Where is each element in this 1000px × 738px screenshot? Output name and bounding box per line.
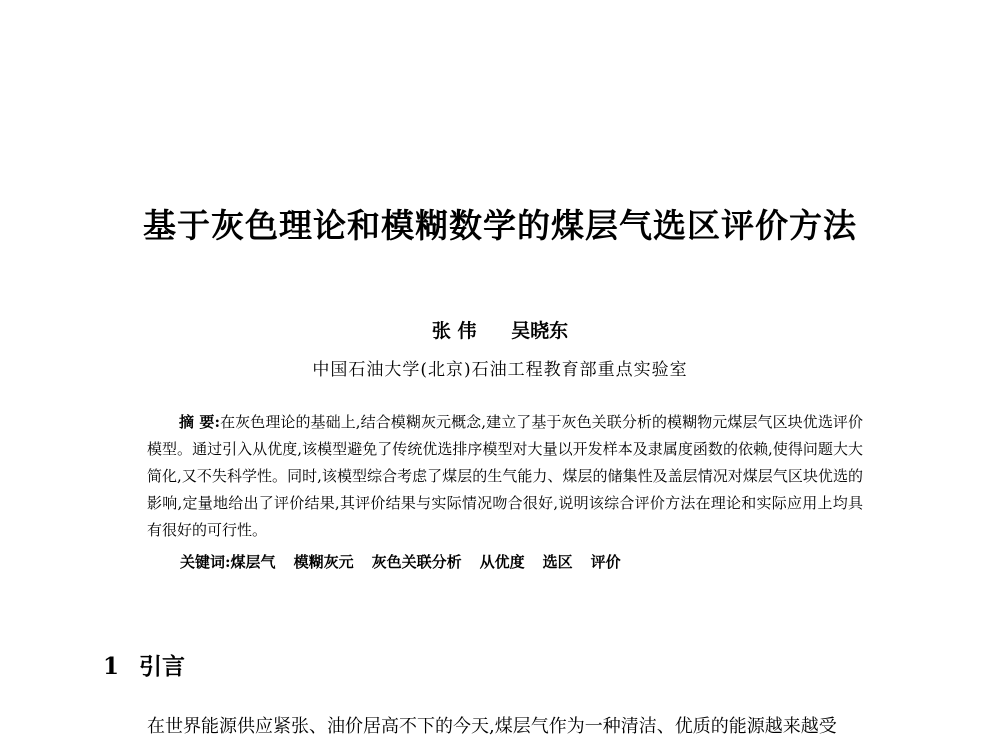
keyword: 选区 xyxy=(542,553,573,571)
keyword: 模糊灰元 xyxy=(293,553,354,571)
keywords-label: 关键词: xyxy=(180,553,231,571)
abstract-text: 在灰色理论的基础上,结合模糊灰元概念,建立了基于灰色关联分析的模糊物元煤层气区块优选评价模型。通过引入从优度,该模型避免了传统优选排序模型对大量以开发样本及隶属度函数的依赖,使得问题大大简化,又不失科学性。同时,该模型综合考虑了煤层的生气能力、煤层的储集性及盖层情况对煤层气区块优选的影响,定量地给出了评价结果,其评价结果与实际情况吻合很好,说明该综合评价方法在理论和实际应用上均具有很好的可行性。 xyxy=(147,413,863,539)
paper-title: 基于灰色理论和模糊数学的煤层气选区评价方法 xyxy=(143,206,857,245)
author-name: 吴晓东 xyxy=(511,320,569,342)
author-list xyxy=(0,316,1000,343)
section-heading xyxy=(103,648,185,681)
affiliation: 中国石油大学(北京)石油工程教育部重点实验室 xyxy=(312,360,688,380)
body-paragraph: 在世界能源供应紧张、油价居高不下的今天,煤层气作为一种清洁、优质的能源越来越受 xyxy=(147,716,837,737)
abstract-label: 摘 要: xyxy=(179,413,220,431)
abstract-paragraph xyxy=(147,409,863,544)
keyword: 煤层气 xyxy=(230,553,276,571)
section-title: 引言 xyxy=(139,653,186,680)
keyword: 评价 xyxy=(590,553,621,571)
author-name: 张 伟 xyxy=(431,320,477,342)
keyword: 灰色关联分析 xyxy=(371,553,462,571)
keywords xyxy=(180,551,639,572)
abstract xyxy=(147,409,863,544)
section-number: 1 xyxy=(103,653,120,680)
keyword: 从优度 xyxy=(479,553,525,571)
